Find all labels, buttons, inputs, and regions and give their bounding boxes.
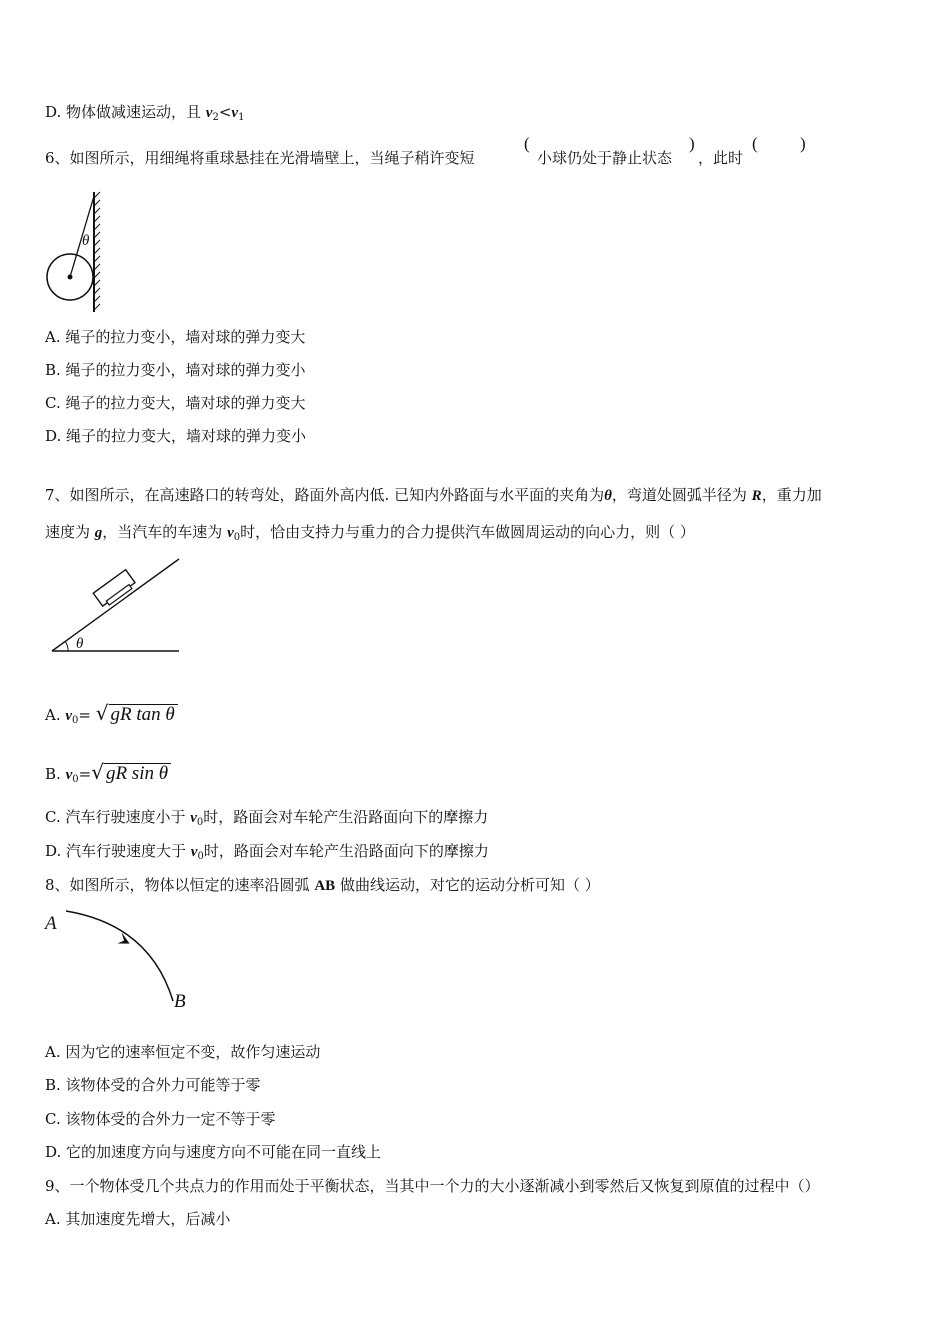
q7-stem-line2 bbox=[45, 522, 695, 548]
v0-symbol: v bbox=[190, 810, 197, 826]
v2-subscript: 2 bbox=[212, 112, 219, 123]
q7-option-c bbox=[45, 807, 488, 833]
sqrt-icon: √ bbox=[95, 701, 109, 725]
q7-stem-line2-b: ，当汽车的车速为 bbox=[102, 523, 228, 541]
v0-symbol: v bbox=[227, 525, 234, 541]
q8-stem-b: 做曲线运动，对它的运动分析可知（ ） bbox=[335, 876, 600, 894]
v0-subscript: 0 bbox=[72, 715, 79, 726]
q6-open-paren: ( bbox=[524, 134, 530, 153]
q7-stem-line2-a: 速度为 bbox=[45, 523, 95, 541]
v0-subscript: 0 bbox=[197, 851, 204, 862]
q7-option-d bbox=[45, 841, 489, 867]
q7-figure-car-on-incline bbox=[48, 556, 183, 656]
q6-option-a: A. 绳子的拉力变小，墙对球的弹力变大 bbox=[45, 328, 306, 346]
q8-stem bbox=[45, 875, 600, 896]
q7-option-d-b: 时，路面会对车轮产生沿路面向下的摩擦力 bbox=[203, 842, 489, 860]
q8-option-c: C. 该物体受的合外力一定不等于零 bbox=[45, 1110, 276, 1128]
sqrt-icon: √ bbox=[91, 760, 104, 784]
point-b-label: B bbox=[174, 991, 186, 1012]
point-a-label: A bbox=[45, 913, 57, 934]
q6-option-d: D. 绳子的拉力变大，墙对球的弹力变小 bbox=[45, 427, 307, 445]
q7-option-b-radicand: gR sin θ bbox=[104, 763, 171, 784]
q7-option-b-label: B. bbox=[45, 765, 66, 783]
q7-option-c-b: 时，路面会对车轮产生沿路面向下的摩擦力 bbox=[203, 808, 489, 826]
q6-option-b: B. 绳子的拉力变小，墙对球的弹力变小 bbox=[45, 361, 306, 379]
q9-stem: 9、一个物体受几个共点力的作用而处于平衡状态，当其中一个力的大小逐渐减小到零然后又恢复到原值的过程中（） bbox=[45, 1177, 820, 1195]
q7-option-d-a: D. 汽车行驶速度大于 bbox=[45, 842, 191, 860]
q8-option-a: A. 因为它的速率恒定不变，故作匀速运动 bbox=[45, 1043, 321, 1061]
radius-symbol: R bbox=[751, 488, 762, 504]
q5-option-d-text: D. 物体做减速运动，且 bbox=[45, 103, 206, 121]
q7-stem-line1-c: ，重力加 bbox=[761, 486, 822, 504]
theta-symbol: θ bbox=[604, 488, 612, 504]
v2-symbol: v bbox=[205, 105, 213, 121]
v0-symbol: v bbox=[65, 708, 73, 724]
q6-stem-part-a: 6、如图所示，用细绳将重球悬挂在光滑墙壁上，当绳子稍许变短 bbox=[45, 149, 475, 167]
q5-option-d: D. 物体做减速运动，且 $v_2<v_1$ bbox=[45, 103, 245, 123]
q6-figure-theta: θ bbox=[82, 233, 90, 249]
v0-subscript: 0 bbox=[233, 532, 241, 543]
q7-figure-theta: θ bbox=[76, 636, 84, 652]
v0-symbol: v bbox=[65, 767, 73, 783]
q7-option-b: B. $v_0=√$ gR sin θ bbox=[45, 759, 171, 793]
q6-figure-ball-on-wall bbox=[40, 190, 110, 315]
q6-answer-paren-open: ( bbox=[752, 134, 758, 153]
q8-figure-arc-ab bbox=[40, 905, 200, 1015]
v1-subscript: 1 bbox=[238, 112, 245, 123]
v0-subscript: 0 bbox=[196, 817, 204, 828]
gravity-symbol: g bbox=[94, 525, 103, 541]
q8-option-d: D. 它的加速度方向与速度方向不可能在同一直线上 bbox=[45, 1143, 382, 1161]
q7-stem-line2-c: 时，恰由支持力与重力的合力提供汽车做圆周运动的向心力，则（ ） bbox=[240, 523, 695, 541]
q7-option-a-radicand: gR tan θ bbox=[109, 704, 178, 725]
q6-stem-b: 小球仍处于静止状态 bbox=[537, 149, 673, 167]
v1-symbol: v bbox=[231, 105, 239, 121]
q7-stem-line1-b: ，弯道处圆弧半径为 bbox=[611, 486, 752, 504]
q6-stem bbox=[45, 148, 475, 168]
q6-answer-paren-close: ) bbox=[800, 134, 806, 153]
q6-stem-c: ，此时 bbox=[698, 149, 744, 167]
q7-option-c-a: C. 汽车行驶速度小于 bbox=[45, 808, 191, 826]
q9-option-a: A. 其加速度先增大，后减小 bbox=[45, 1210, 231, 1228]
q7-stem-line1-a: 7、如图所示，在高速路口的转弯处，路面外高内低. 已知内外路面与水平面的夹角为 bbox=[45, 486, 605, 504]
q8-option-b: B. 该物体受的合外力可能等于零 bbox=[45, 1076, 261, 1094]
q7-option-a: A. $v_0=$ √ gR tan θ bbox=[45, 700, 178, 734]
q6-close-paren: ) bbox=[689, 134, 695, 153]
q7-stem-line1 bbox=[45, 485, 822, 506]
arc-ab-label: AB bbox=[314, 878, 336, 894]
q8-stem-a: 8、如图所示，物体以恒定的速率沿圆弧 bbox=[45, 876, 315, 894]
q7-option-a-label: A. bbox=[45, 706, 66, 724]
v0-subscript: 0 bbox=[72, 774, 79, 785]
q6-option-c: C. 绳子的拉力变大，墙对球的弹力变大 bbox=[45, 394, 306, 412]
v0-symbol: v bbox=[190, 844, 198, 860]
